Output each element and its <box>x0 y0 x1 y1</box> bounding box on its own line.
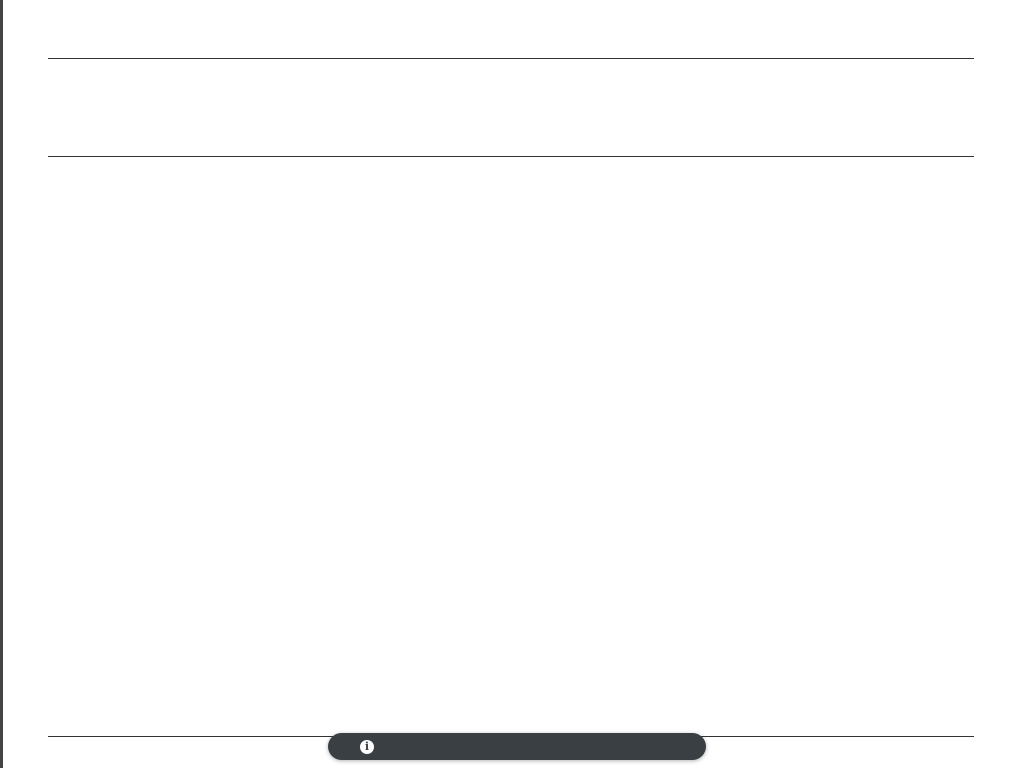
window-left-border <box>0 0 3 768</box>
info-icon: i <box>360 740 374 754</box>
section-divider <box>48 156 974 157</box>
section-divider <box>48 58 974 59</box>
notification-toast <box>328 733 706 760</box>
